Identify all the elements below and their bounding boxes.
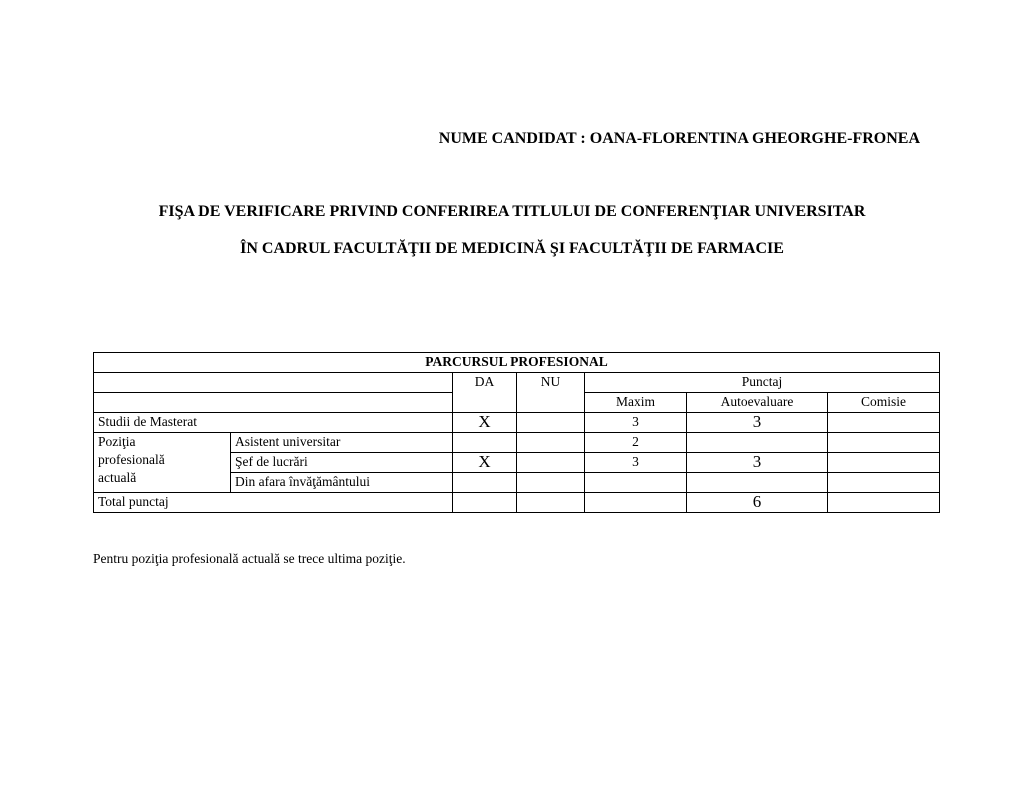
total-label: Total punctaj — [94, 493, 453, 513]
sef-lucrari-da: X — [453, 453, 517, 473]
studii-master-comisie — [828, 413, 940, 433]
form-title: FIŞA DE VERIFICARE PRIVIND CONFERIREA TITLULUI DE CONFERENŢIAR UNIVERSITAR — [158, 203, 866, 220]
table-row-total — [94, 493, 940, 513]
din-afara-maxim — [585, 473, 687, 493]
asistent-label: Asistent universitar — [231, 433, 453, 453]
header-comisie: Comisie — [828, 393, 940, 413]
din-afara-autoevaluare — [687, 473, 828, 493]
footnote: Pentru poziţia profesională actuală se trece ultima poziţie. — [93, 551, 406, 566]
sef-lucrari-comisie — [828, 453, 940, 473]
din-afara-nu — [517, 473, 585, 493]
din-afara-label: Din afara învăţământului — [231, 473, 453, 493]
total-nu — [517, 493, 585, 513]
table-row-studii-master — [94, 413, 940, 433]
table-row-asistent — [94, 433, 940, 453]
section-title: PARCURSUL PROFESIONAL — [94, 353, 940, 373]
asistent-nu — [517, 433, 585, 453]
din-afara-da — [453, 473, 517, 493]
din-afara-comisie — [828, 473, 940, 493]
header-row-1 — [94, 373, 940, 393]
pozitie-label — [94, 433, 231, 493]
total-da — [453, 493, 517, 513]
asistent-da — [453, 433, 517, 453]
sef-lucrari-maxim: 3 — [585, 453, 687, 473]
studii-master-label: Studii de Masterat — [94, 413, 453, 433]
studii-master-autoevaluare: 3 — [687, 413, 828, 433]
table-title-row — [94, 353, 940, 373]
pozitie-label-line3: actuală — [98, 470, 137, 485]
pozitie-label-line1: Poziţia — [98, 434, 136, 449]
header-da: DA — [453, 373, 517, 413]
pozitie-label-line2: profesională — [98, 452, 165, 467]
asistent-maxim: 2 — [585, 433, 687, 453]
asistent-autoevaluare — [687, 433, 828, 453]
form-subtitle: ÎN CADRUL FACULTĂŢII DE MEDICINĂ ŞI FACULTĂŢII DE FARMACIE — [240, 240, 784, 257]
studii-master-da: X — [453, 413, 517, 433]
total-maxim — [585, 493, 687, 513]
header-blank-cell-2 — [94, 393, 453, 413]
candidate-name: NUME CANDIDAT : OANA-FLORENTINA GHEORGHE-FRONEA — [438, 130, 920, 147]
total-autoevaluare: 6 — [687, 493, 828, 513]
asistent-comisie — [828, 433, 940, 453]
sef-lucrari-autoevaluare: 3 — [687, 453, 828, 473]
header-autoevaluare: Autoevaluare — [687, 393, 828, 413]
sef-lucrari-nu — [517, 453, 585, 473]
sef-lucrari-label: Şef de lucrări — [231, 453, 453, 473]
header-nu: NU — [517, 373, 585, 413]
header-punctaj: Punctaj — [585, 373, 940, 393]
studii-master-maxim: 3 — [585, 413, 687, 433]
studii-master-nu — [517, 413, 585, 433]
header-blank-cell — [94, 373, 453, 393]
total-comisie — [828, 493, 940, 513]
header-maxim: Maxim — [585, 393, 687, 413]
evaluation-table — [93, 352, 940, 513]
